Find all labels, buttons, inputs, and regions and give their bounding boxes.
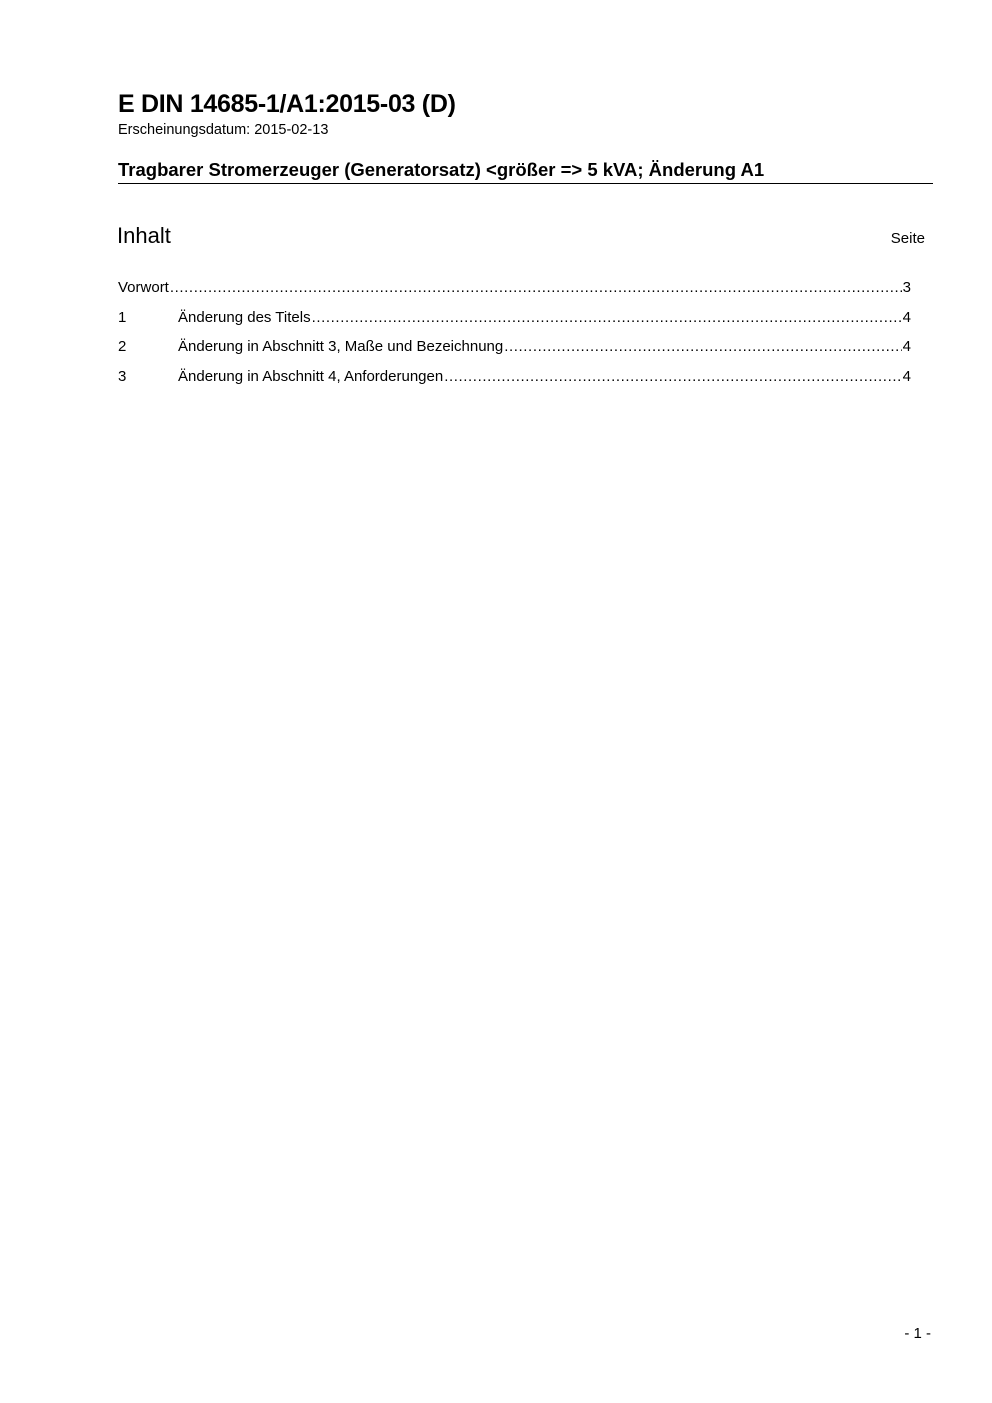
toc-entry-page: 4 xyxy=(902,308,911,326)
table-of-contents xyxy=(118,279,911,397)
issue-date: Erscheinungsdatum: 2015-02-13 xyxy=(118,122,329,138)
toc-entry-label: Vorwort xyxy=(118,279,169,296)
document-title: Tragbarer Stromerzeuger (Generatorsatz) <größer => 5 kVA; Änderung A1 xyxy=(118,159,765,180)
toc-leader-dots xyxy=(504,338,901,355)
toc-entry-label: Änderung in Abschnitt 3, Maße und Bezeichnung xyxy=(178,338,504,355)
toc-leader-dots xyxy=(312,309,902,326)
page-number: - 1 - xyxy=(904,1325,931,1342)
toc-entry-1[interactable] xyxy=(118,309,911,339)
toc-entry-label: Änderung des Titels xyxy=(178,308,311,326)
toc-entry-page: 4 xyxy=(902,338,911,355)
toc-entry-number: 1 xyxy=(118,308,127,326)
toc-leader-dots xyxy=(170,279,902,296)
toc-entry-vorwort[interactable] xyxy=(118,279,911,309)
toc-entry-2[interactable] xyxy=(118,338,911,368)
toc-leader-dots xyxy=(444,368,901,385)
toc-entry-number: 2 xyxy=(118,338,127,355)
toc-heading: Inhalt xyxy=(117,223,171,248)
toc-entry-number: 3 xyxy=(118,367,127,385)
toc-entry-3[interactable] xyxy=(118,368,911,398)
toc-entry-page: 3 xyxy=(902,279,911,296)
title-divider xyxy=(118,183,933,184)
toc-page-column-label: Seite xyxy=(890,230,925,247)
toc-entry-page: 4 xyxy=(902,367,911,385)
document-number: E DIN 14685-1/A1:2015-03 (D) xyxy=(118,90,456,118)
toc-entry-label: Änderung in Abschnitt 4, Anforderungen xyxy=(178,367,444,385)
